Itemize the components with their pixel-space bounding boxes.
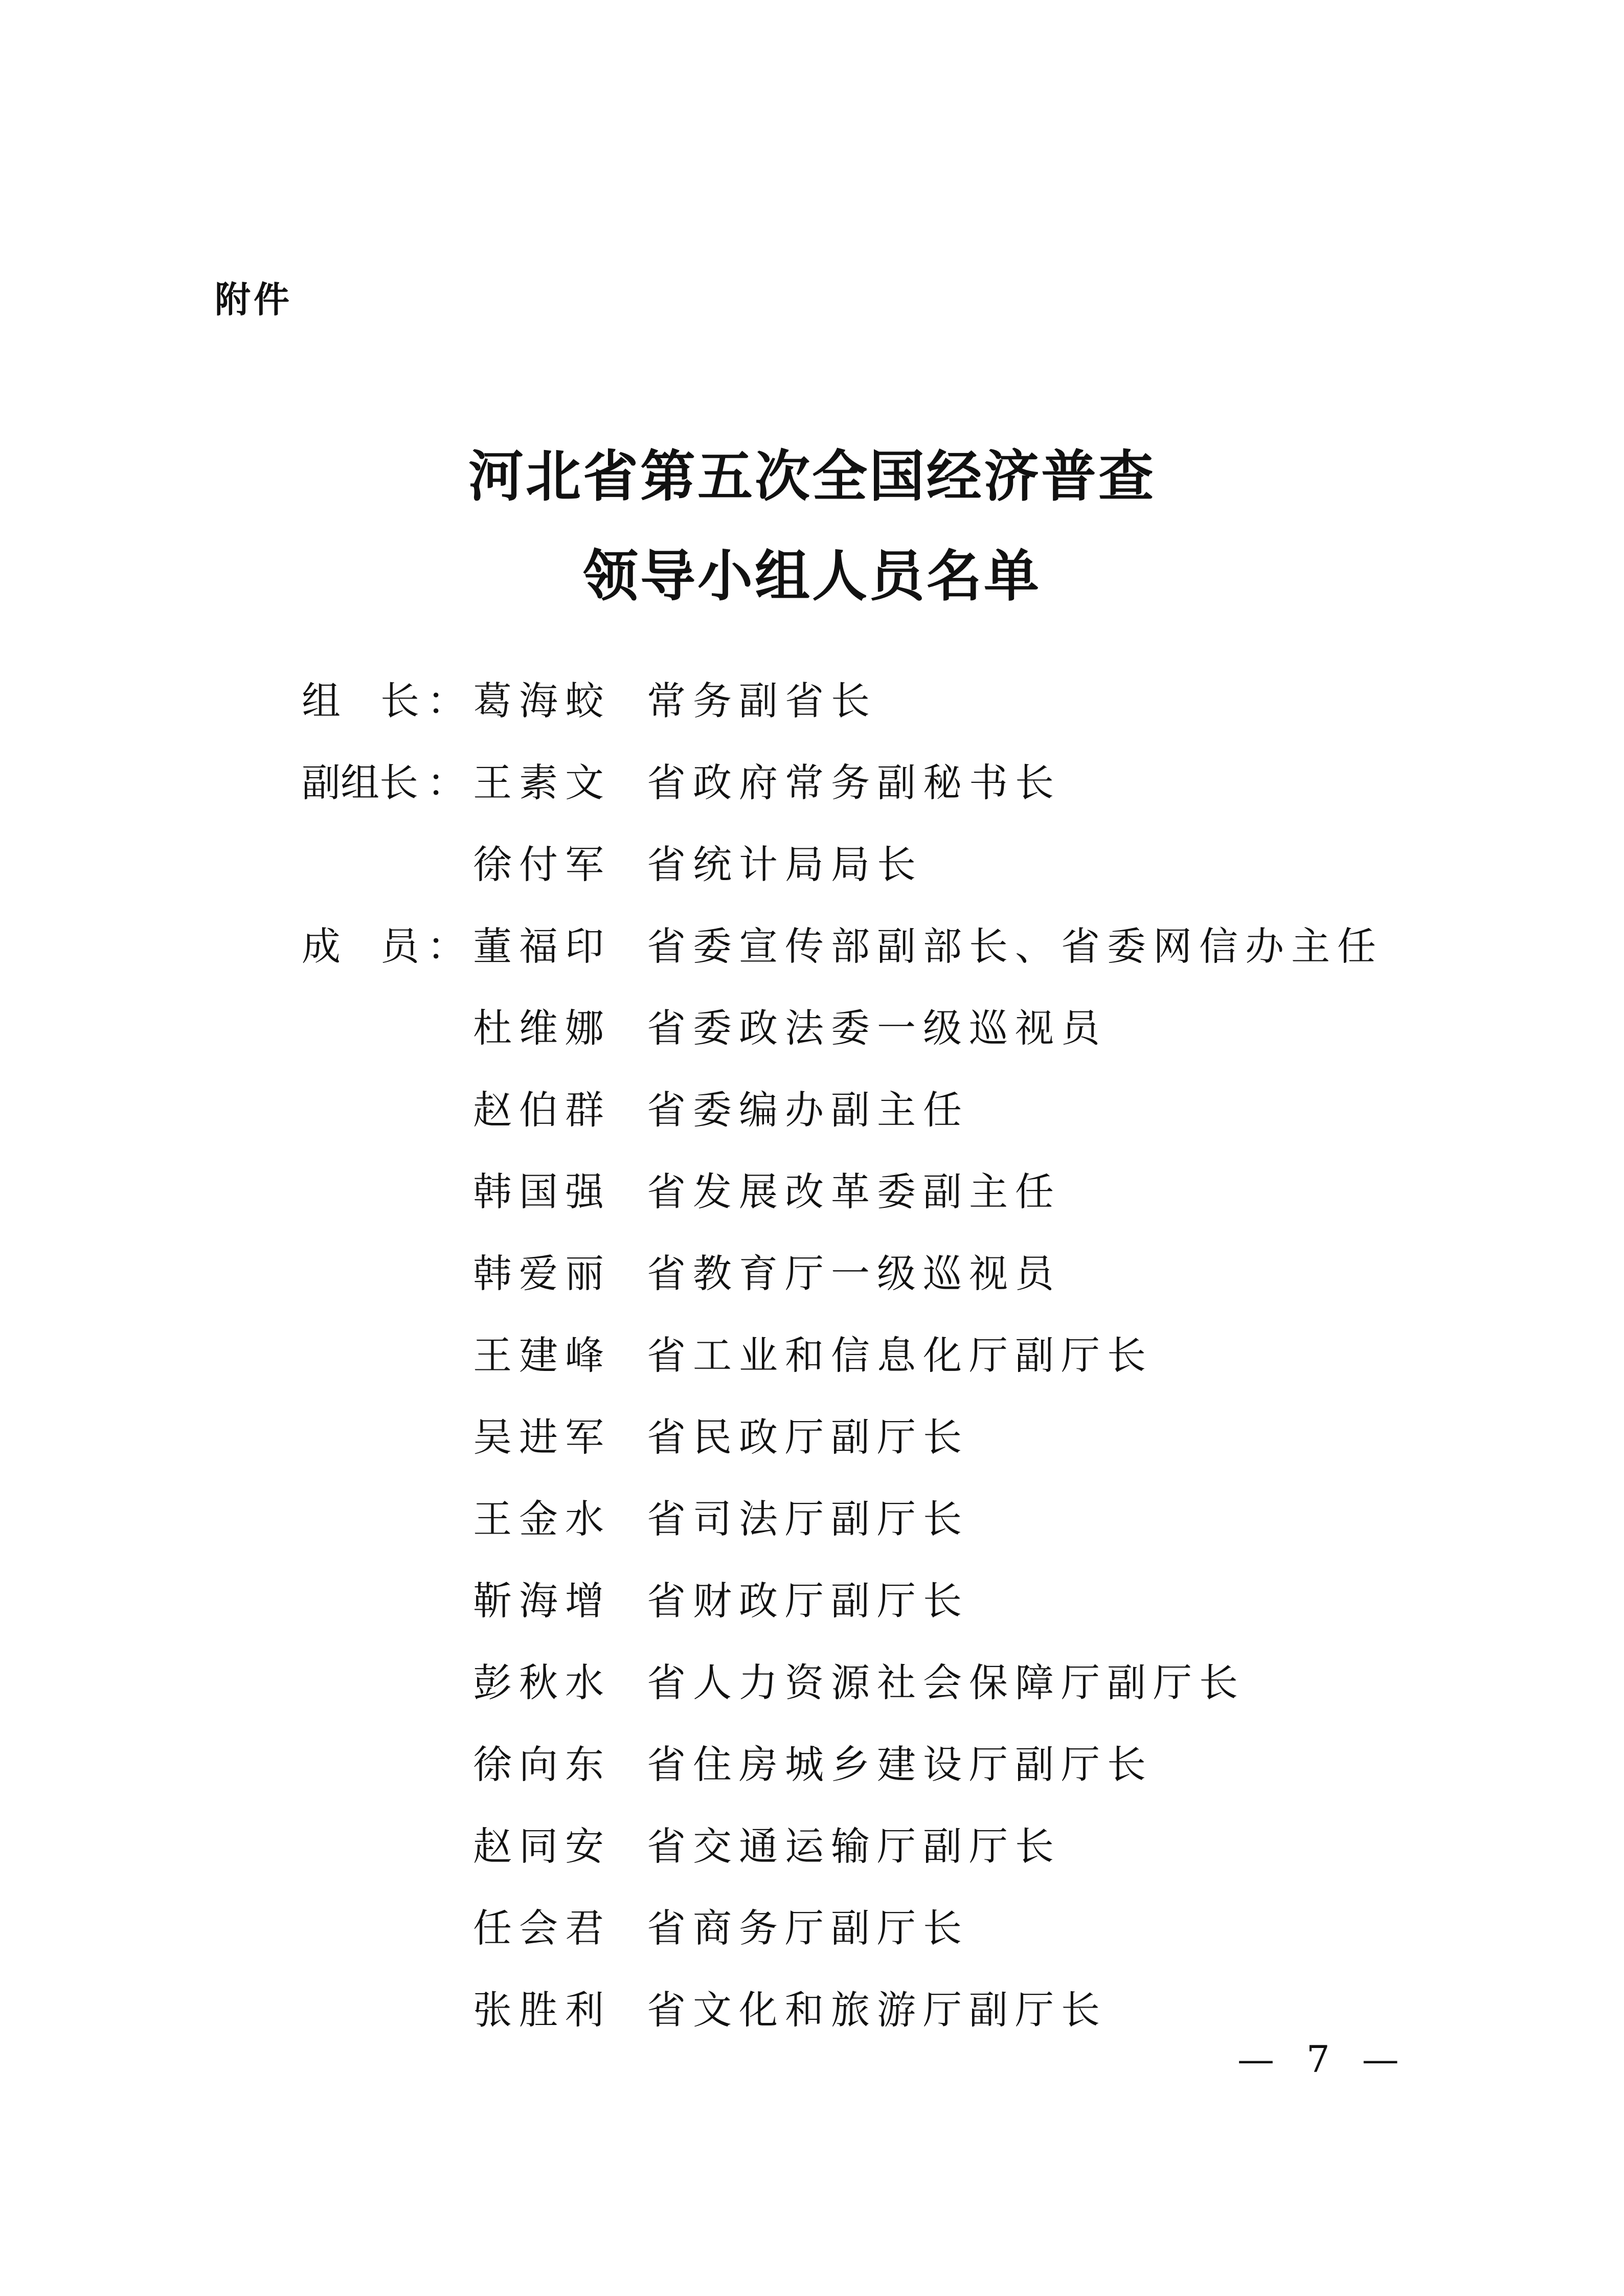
member-name: 王素文 [473, 760, 611, 805]
member-position: 省工业和信息化厅副厅长 [647, 1333, 1153, 1378]
roster-row [0, 1396, 1624, 1478]
member-role: 组 长 [302, 678, 424, 724]
member-name: 赵伯群 [473, 1087, 611, 1133]
member-name: 徐付军 [473, 842, 611, 887]
member-name: 彭秋水 [473, 1660, 611, 1705]
member-position: 省委编办副主任 [647, 1087, 969, 1133]
member-position: 省民政厅副厅长 [647, 1414, 969, 1460]
member-position: 省委政法委一级巡视员 [647, 1005, 1107, 1051]
member-position: 省文化和旅游厅副厅长 [647, 1987, 1107, 2033]
member-name: 徐向东 [473, 1742, 611, 1787]
member-position: 省发展改革委副主任 [647, 1169, 1061, 1214]
roster-row [0, 1314, 1624, 1396]
member-name: 韩国强 [473, 1169, 611, 1214]
member-position: 省人力资源社会保障厅副厅长 [647, 1660, 1245, 1705]
roster-row [0, 660, 1624, 741]
role-colon: ： [427, 678, 471, 724]
attachment-label: 附件 [215, 279, 292, 321]
member-name: 葛海蛟 [473, 678, 611, 724]
roster-row [0, 1151, 1624, 1232]
member-position: 省政府常务副秘书长 [647, 760, 1061, 805]
member-role: 成 员 [302, 924, 424, 969]
member-position: 省住房城乡建设厅副厅长 [647, 1742, 1153, 1787]
role-colon: ： [427, 760, 471, 805]
member-roster [0, 660, 1624, 2051]
member-position: 省商务厅副厅长 [647, 1905, 969, 1951]
member-name: 吴进军 [473, 1414, 611, 1460]
roster-row [0, 1887, 1624, 1969]
roster-row [0, 1478, 1624, 1560]
roster-row [0, 741, 1624, 823]
member-name: 赵同安 [473, 1824, 611, 1869]
roster-row [0, 1232, 1624, 1314]
roster-row [0, 1723, 1624, 1805]
roster-row [0, 1805, 1624, 1887]
member-name: 张胜利 [473, 1987, 611, 2033]
roster-row [0, 823, 1624, 905]
member-name: 董福印 [473, 924, 611, 969]
member-name: 杜维娜 [473, 1005, 611, 1051]
member-name: 韩爱丽 [473, 1251, 611, 1296]
document-title-line-2: 领导小组人员名单 [582, 544, 1041, 609]
role-colon: ： [427, 924, 471, 969]
roster-row [0, 987, 1624, 1069]
member-position: 省委宣传部副部长、省委网信办主任 [647, 924, 1383, 969]
roster-row [0, 1069, 1624, 1151]
roster-row [0, 1641, 1624, 1723]
member-position: 省统计局局长 [647, 842, 923, 887]
member-name: 任会君 [473, 1905, 611, 1951]
member-role: 副组长 [302, 760, 418, 805]
member-name: 王金水 [473, 1496, 611, 1542]
member-name: 靳海增 [473, 1578, 611, 1624]
document-title-line-1: 河北省第五次全国经济普查 [468, 444, 1156, 509]
page-number: — 7 — [1237, 2038, 1409, 2081]
member-position: 省司法厅副厅长 [647, 1496, 969, 1542]
roster-row [0, 905, 1624, 987]
member-position: 省财政厅副厅长 [647, 1578, 969, 1624]
roster-row [0, 1560, 1624, 1641]
member-position: 省教育厅一级巡视员 [647, 1251, 1061, 1296]
member-name: 王建峰 [473, 1333, 611, 1378]
member-position: 省交通运输厅副厅长 [647, 1824, 1061, 1869]
member-position: 常务副省长 [647, 678, 877, 724]
